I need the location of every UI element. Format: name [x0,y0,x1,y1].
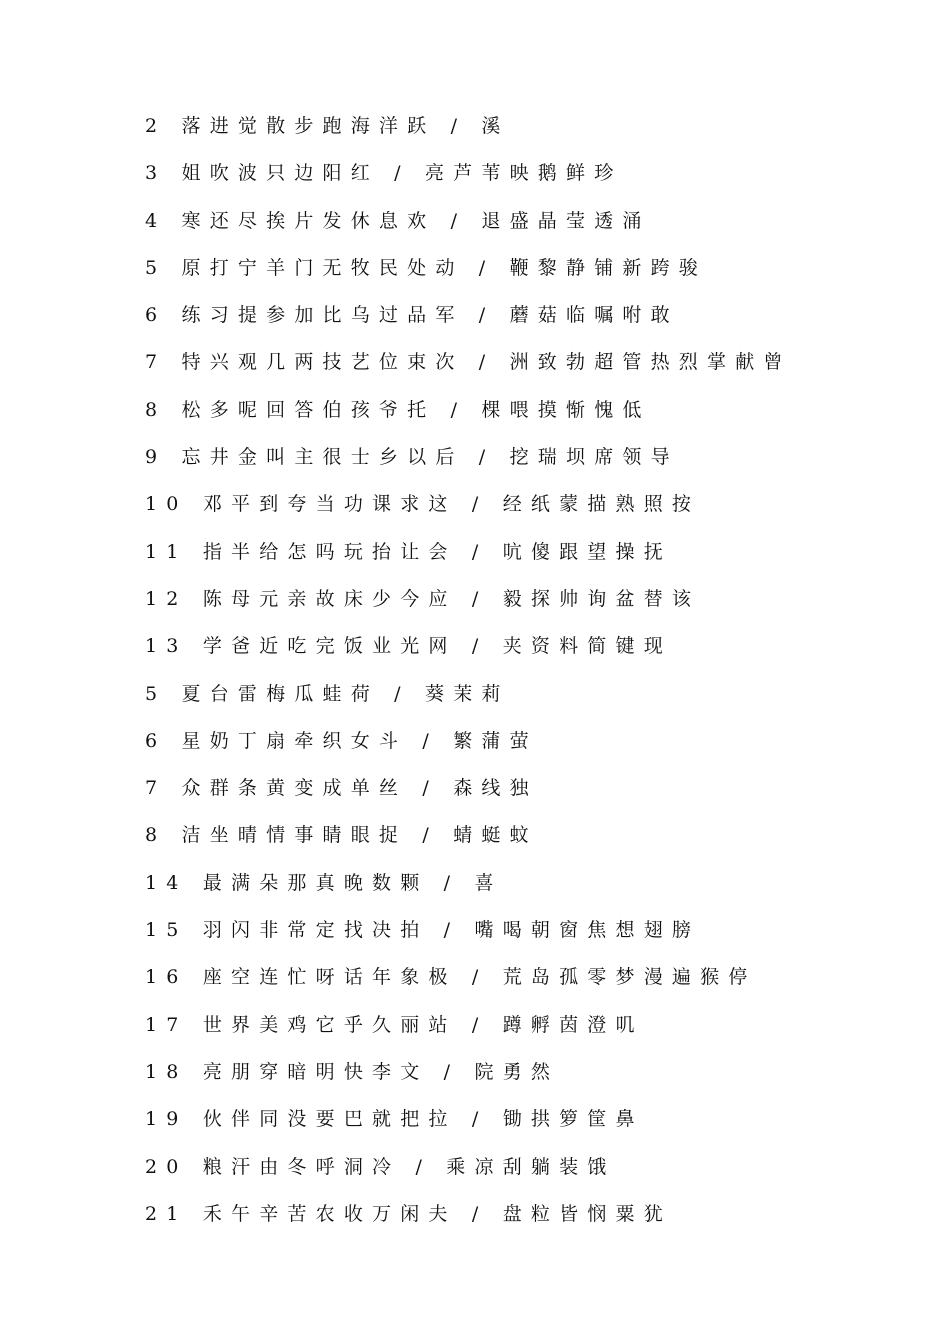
list-line: 19 伙伴同没要巴就把拉 / 锄拱箩筐鼻 [145,1108,644,1131]
list-line: 20 粮汗由冬呼洞冷 / 乘凉刮躺装饿 [145,1155,616,1178]
list-line: 13 学爸近吃完饭业光网 / 夹资料简键现 [145,635,672,658]
list-line: 6 星奶丁扇牵织女斗 / 繁蒲萤 [145,729,538,752]
list-line: 2 落进觉散步跑海洋跃 / 溪 [145,115,510,137]
list-line: 7 众群条黄变成单丝 / 森线独 [145,777,538,800]
list-line: 10 邓平到夸当功课求这 / 经纸蒙描熟照按 [145,493,701,516]
list-line: 8 松多呢回答伯孩爷托 / 棵喂摸惭愧低 [145,398,651,421]
list-line: 4 寒还尽挨片发休息欢 / 退盛晶莹透涌 [145,209,651,232]
list-line: 6 练习提参加比乌过品军 / 蘑菇临嘱咐敢 [145,304,679,327]
list-line: 7 特兴观几两技艺位束次 / 洲致勃超管热烈掌献曾 [145,351,792,374]
list-line: 12 陈母元亲故床少今应 / 毅探帅询盆替该 [145,587,701,610]
vocabulary-list [145,108,925,1243]
list-line: 14 最满朵那真晚数颗 / 喜 [145,871,503,894]
list-line: 5 原打宁羊门无牧民处动 / 鞭黎静铺新跨骏 [145,256,708,279]
list-line: 21 禾午辛苦农收万闲夫 / 盘粒皆悯粟犹 [145,1202,672,1225]
list-line: 16 座空连忙呀话年象极 / 荒岛孤零梦漫遍猴停 [145,966,757,989]
list-line: 9 忘井金叫主很士乡以后 / 挖瑞坝席领导 [145,446,679,469]
list-line: 15 羽闪非常定找决拍 / 嘴喝朝窗焦想翅膀 [145,919,701,942]
list-line: 18 亮朋穿暗明快李文 / 院勇然 [145,1060,560,1083]
list-line: 5 夏台雷梅瓜蛙荷 / 葵茉莉 [145,682,510,705]
list-line: 3 姐吹波只边阳红 / 亮芦苇映鹅鲜珍 [145,162,623,185]
list-line: 17 世界美鸡它乎久丽站 / 蹲孵茵澄叽 [145,1013,644,1036]
list-line: 8 洁坐晴情事睛眼捉 / 蜻蜓蚊 [145,824,538,847]
list-line: 11 指半给怎吗玩抬让会 / 吭傻跟望操抚 [145,540,672,563]
